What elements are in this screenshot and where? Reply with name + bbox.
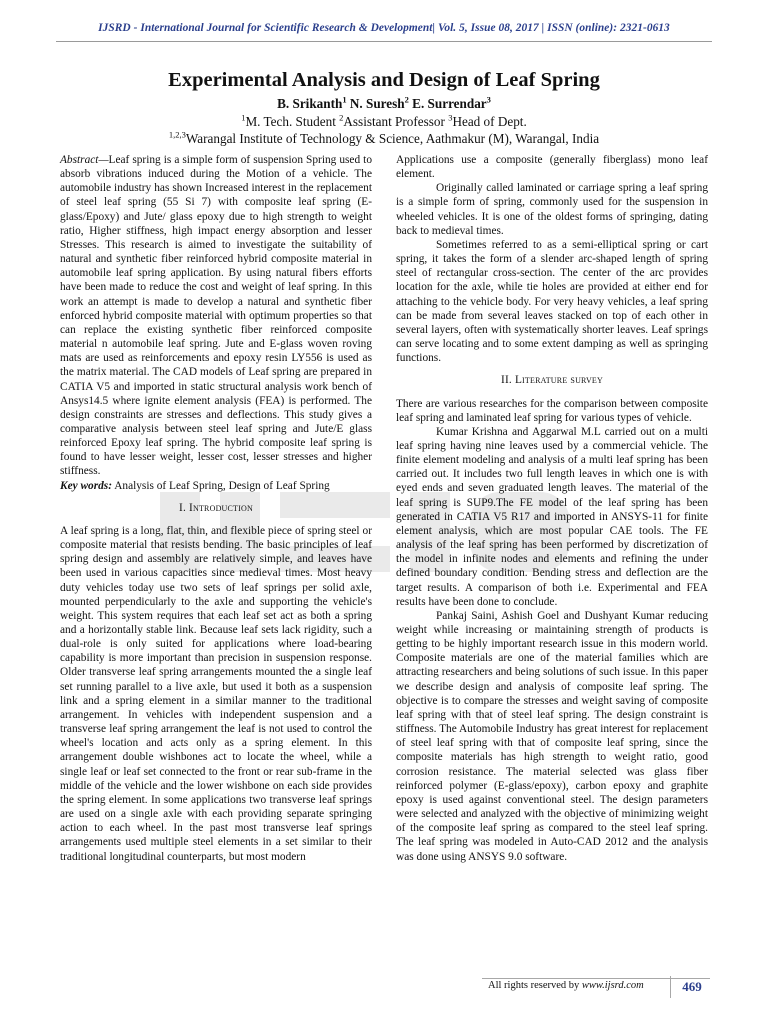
author-name: B. Srikanth xyxy=(277,96,343,111)
affiliation-text: Head of Dept. xyxy=(452,114,527,129)
author-name: N. Suresh xyxy=(346,96,405,111)
author-name: E. Surrendar xyxy=(408,96,487,111)
abstract-text: Leaf spring is a simple form of suspension Spring used to absorb vibrations induced during the Motion of a vehicle. The automobile industry has shown Increased interest in the replacement of steel leaf spring (55 Si 7) with composite leaf spring (E-glass/Epoxy) and Jute/ glass epoxy due to high strength to weight ratio, Higher stiffness, high impact energy absorption and lesser Stresses. This research is aimed to investigate the suitability of natural and synthetic fiber reinforced hybrid composite material in automobile leaf spring application. By using natural fibers efforts have been made to reduce the cost and weight of leaf spring. In this work an attempt is made to develop a natural and synthetic fiber enforced hybrid composite material with optimum properties so that can replace the existing synthetic fiber reinforced composite material n automobile leaf spring. Jute and E-glass woven roving mats are used as reinforcements and epoxy resin LY556 is used as the matrix material. The CAD models of Leaf spring are prepared in CATIA V5 and imported in static structural analysis work bench of Ansys14.5 where ignite element analysis (FEA) is performed. The design constraints are stresses and deflections. This study gives a comparative analysis between steel leaf spring and Jute/E glass reinforced Epoxy leaf spring. The hybrid composite leaf spring is found to have lesser weight, lesser cost, lesser stresses and higher stiffness. xyxy=(60,154,372,478)
body-paragraph: Kumar Krishna and Aggarwal M.L carried out on a multi leaf spring having nine leaves used by a commercial vehicle. The finite element modeling and analysis of a multi leaf spring has been carried out. It includes two full length leaves in which one is with eyed ends and seven graduated length leaves. The material of the leaf spring is SUP9.The FE model of the leaf spring has been generated in CATIA V5 R17 and imported in ANSYS-11 for finite element analysis, which are most popular CAE tools. The FE analysis of the leaf spring has been performed by discretization of the model in infinite nodes and elements and refining the under defined boundary condition. Bending stress and deflection are the target results. A comparison of both i.e. Experimental and FEA results have been done to conclude. xyxy=(396,425,708,608)
body-paragraph: A leaf spring is a long, flat, thin, and flexible piece of spring steel or composite material that resists bending. The basic principles of leaf spring design and assembly are relatively simple, and leaves have been used in various capacities since medieval times. Most heavy duty vehicles today use two sets of leaf springs per solid axle, mounted perpendicularly to the axle and supporting the vehicle's weight. This system requires that each leaf set act as both a spring and a horizontally stable link. Because leaf sets lack rigidity, such a dual-role is only suited for applications where load-bearing capability is more important than precision in suspension response. Older transverse leaf spring arrangements mounted the a single leaf set running parallel to a live axle, but used it both as a suspension link and a spring element in a similar manner to the traditional arrangement. In vehicles with independent suspension and a transverse leaf spring arrangement the leaf is not used to control the wheel's location and acts only as a spring element. In this arrangement double wishbones act to locate the wheel, while a single leaf or leaf set connected to the front or rear sub-frame in the middle of the vehicle and the lower wishbone on each side provides the spring element. In some applications two transverse leaf springs are used on a single axle with each providing separate springing action to each wheel. In the past most transverse leaf springs arrangements used multiple steel elements in a set similar to their traditional longitudinal counterparts, but most modern xyxy=(60,524,372,863)
body-paragraph: Originally called laminated or carriage spring a leaf spring is a simple form of spring, commonly used for the suspension in wheeled vehicles. It is one of the oldest forms of springing, dating back to medieval times. xyxy=(396,182,708,237)
section-heading-literature-survey: II. Literature survey xyxy=(500,374,603,387)
author-index: 1 xyxy=(342,94,347,105)
keywords-text: Analysis of Leaf Spring, Design of Leaf Spring xyxy=(112,479,330,492)
abstract xyxy=(60,153,372,479)
affiliation-text: M. Tech. Student xyxy=(245,114,340,129)
header-divider xyxy=(56,41,712,42)
affiliation-roles xyxy=(0,114,768,130)
journal-header: IJSRD - International Journal for Scientific Research & Development| Vol. 5, Issue 08, 2017 | ISSN (online): 2321-0613 xyxy=(98,22,670,34)
left-column xyxy=(60,153,372,864)
author-list xyxy=(0,96,768,112)
author-index: 3 xyxy=(486,94,491,105)
affiliation-text: Warangal Institute of Technology & Science, Aathmakur (M), Warangal, India xyxy=(185,131,600,146)
footer-rights-text: All rights reserved by xyxy=(488,980,582,991)
abstract-label: Abstract— xyxy=(60,154,109,166)
page-number: 469 xyxy=(670,976,713,998)
body-paragraph: Sometimes referred to as a semi-elliptical spring or cart spring, it takes the form of a slender arc-shaped length of spring steel of rectangular cross-section. The center of the arc provides location for the axle, while tie holes are provided at either end for attaching to the vehicle body. For very heavy vehicles, a leaf spring can be made from several leaves stacked on top of each other in several layers, often with systematically shorter leaves. Leaf springs can serve locating and to some extent damping as well as springing functions. xyxy=(396,238,708,365)
keywords xyxy=(60,479,372,493)
affiliation-index: 1 xyxy=(241,112,246,123)
body-paragraph: Pankaj Saini, Ashish Goel and Dushyant Kumar reducing weight while increasing or maintaining strength of products is getting to be highly important research issue in this modern world. Composite materials are one of the material families which are attracting researchers and being solutions of such issue. In this paper we describe design and analysis of composite leaf spring. The objective is to compare the stresses and weight saving of composite leaf spring with that of steel leaf spring. The design constraint is stiffness. The Automobile Industry has great interest for replacement of steel leaf spring with that of composite leaf spring, since the composite materials has high strength to weight ratio, good corrosion resistance. The material selected was glass fiber reinforced polymer (E-glass/epoxy), carbon epoxy and graphite epoxy is used against conventional steel. The design parameters were selected and analyzed with the objective of minimizing weight of the composite leaf spring as compared to the steel leaf spring. The leaf spring was modeled in Auto-CAD 2012 and the analysis was done using ANSYS 9.0 software. xyxy=(396,609,708,863)
affiliation-index: 1,2,3 xyxy=(168,129,186,140)
keywords-label: Key words: xyxy=(60,479,112,492)
body-paragraph: There are various researches for the comparison between composite leaf spring and laminated leaf spring for various types of vehicle. xyxy=(396,397,708,424)
right-column xyxy=(396,153,708,864)
body-paragraph: Applications use a composite (generally fiberglass) mono leaf element. xyxy=(396,154,708,181)
footer-rights xyxy=(488,980,644,991)
affiliation-index: 3 xyxy=(448,112,453,123)
affiliation-index: 2 xyxy=(339,112,344,123)
author-index: 2 xyxy=(404,94,409,105)
affiliation-institute xyxy=(0,131,768,147)
section-heading-introduction: I. Introduction xyxy=(179,501,253,514)
paper-title: Experimental Analysis and Design of Leaf Spring xyxy=(168,69,600,91)
footer-url-link[interactable]: www.ijsrd.com xyxy=(581,980,644,991)
affiliation-text: Assistant Professor xyxy=(343,114,449,129)
